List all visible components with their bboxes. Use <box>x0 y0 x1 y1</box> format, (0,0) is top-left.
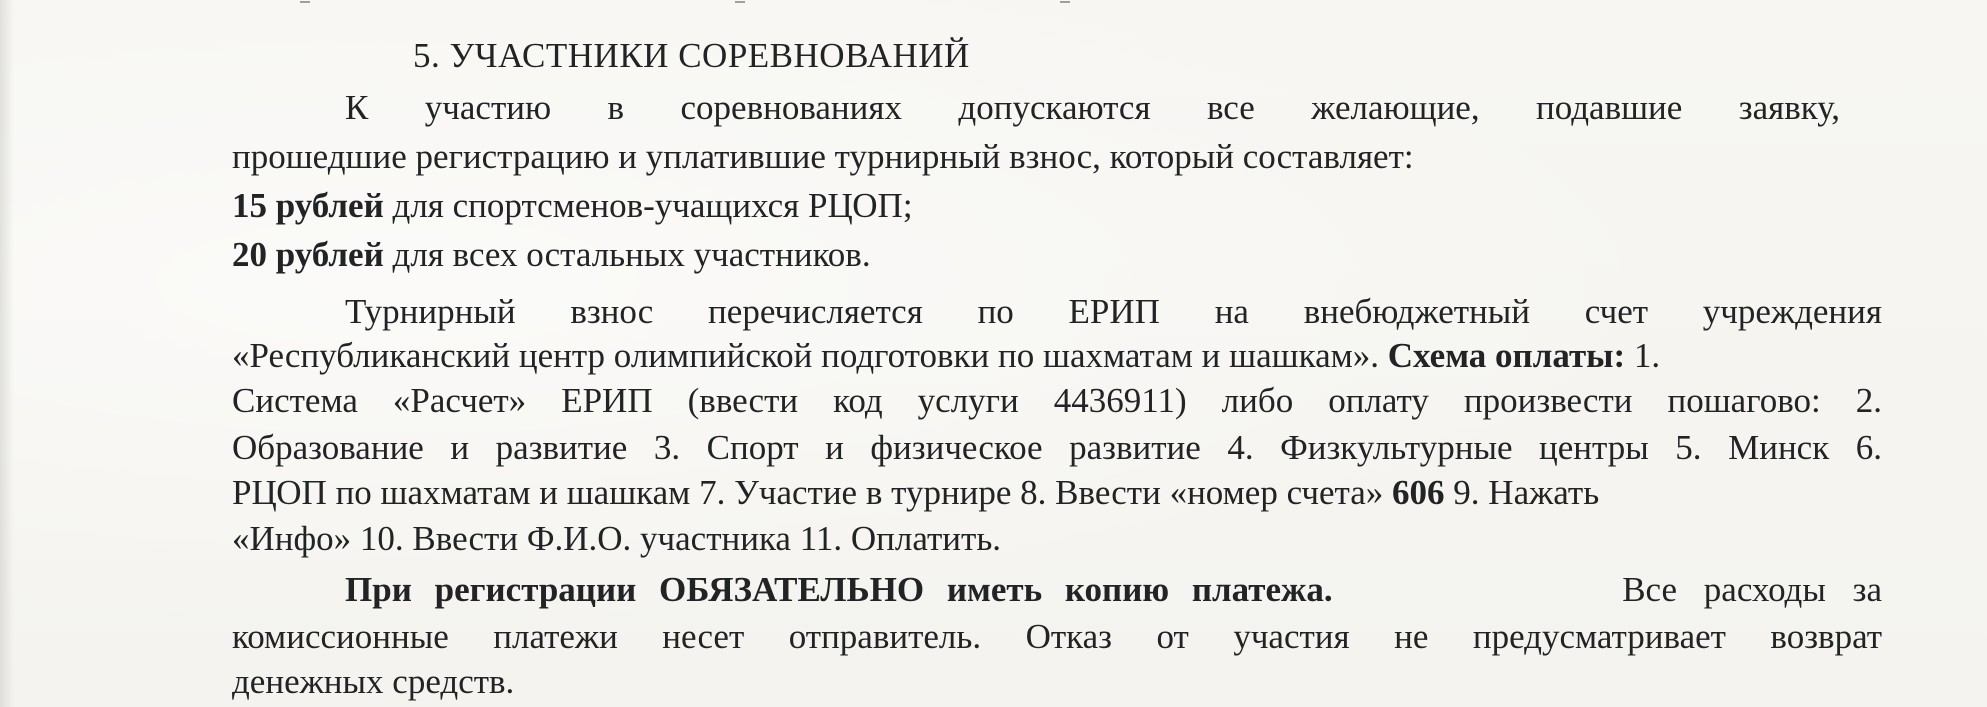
paragraph-2-line-4: Образование и развитие 3. Спорт и физическое развитие 4. Физкультурные центры 5. Минск 6. <box>232 428 1882 467</box>
section-heading: 5. УЧАСТНИКИ СОРЕВНОВАНИЙ <box>413 36 970 75</box>
fee-students-text: для спортсменов-учащихся РЦОП; <box>383 186 913 225</box>
paragraph-3-line-3: денежных средств. <box>232 662 515 701</box>
scan-edge-shadow <box>0 0 14 707</box>
paragraph-2-line-5 <box>232 473 1882 513</box>
paragraph-1-line-1: К участию в соревнованиях допускаются все желающие, подавшие заявку, <box>345 88 1840 127</box>
paragraph-3-line-1-row <box>345 570 1882 610</box>
paragraph-2-line-5-start: РЦОП по шахматам и шашкам 7. Участие в турнире 8. Ввести «номер счета» <box>232 473 1393 512</box>
cut-text-fragment <box>735 1 745 3</box>
paragraph-3-line-1 <box>345 570 1882 610</box>
paragraph-2-line-2 <box>232 336 1660 376</box>
paragraph-2-line-2-text: «Республиканский центр олимпийской подготовки по шахматам и шашкам». <box>232 336 1388 375</box>
cut-off-previous-line <box>0 0 1987 8</box>
fee-others <box>232 235 871 275</box>
paragraph-1-line-2: прошедшие регистрацию и уплатившие турнирный взнос, который составляет: <box>232 137 1414 176</box>
paragraph-2-line-2-end: 1. <box>1625 336 1661 375</box>
cut-text-fragment <box>1060 1 1070 3</box>
cut-text-fragment <box>300 1 310 3</box>
paragraph-2-line-5-end: 9. Нажать <box>1444 473 1600 512</box>
paragraph-3-line-1-end: Все расходы за <box>1622 570 1882 609</box>
fee-others-text: для всех остальных участников. <box>383 235 871 274</box>
paragraph-2-line-1: Турнирный взнос перечисляется по ЕРИП на внебюджетный счет учреждения <box>345 292 1882 331</box>
fee-others-amount: 20 рублей <box>232 235 384 274</box>
account-number: 606 <box>1392 473 1445 512</box>
paragraph-2-line-5-row <box>232 473 1882 513</box>
paragraph-3-line-2: комиссионные платежи несет отправитель. Отказ от участия не предусматривает возврат <box>232 617 1882 656</box>
paragraph-2-line-5-text <box>232 473 1599 513</box>
fee-students-amount: 15 рублей <box>232 186 384 225</box>
payment-scheme-label: Схема оплаты: <box>1387 336 1626 375</box>
fee-students <box>232 186 913 226</box>
paragraph-2-line-6: «Инфо» 10. Ввести Ф.И.О. участника 11. Оплатить. <box>232 519 1002 558</box>
paragraph-2-line-3: Система «Расчет» ЕРИП (ввести код услуги 4436911) либо оплату произвести пошагово: 2. <box>232 381 1882 420</box>
registration-warning: При регистрации ОБЯЗАТЕЛЬНО иметь копию платежа. <box>345 570 1333 609</box>
